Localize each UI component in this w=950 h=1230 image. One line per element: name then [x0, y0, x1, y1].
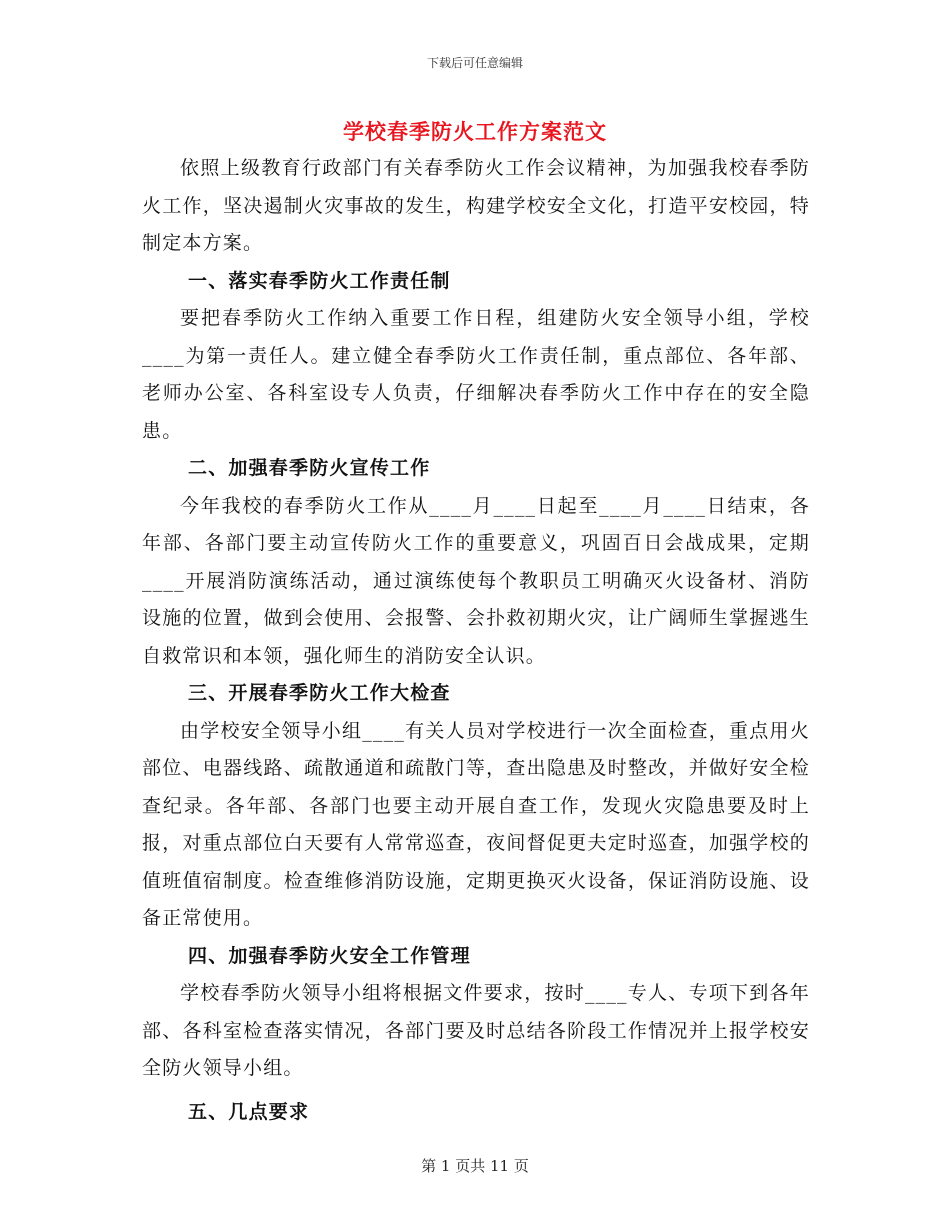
document-body — [142, 150, 810, 1131]
section-paragraph-4: 学校春季防火领导小组将根据文件要求，按时____专人、专项下到各年部、各科室检查落实情况，各部门要及时总结各阶段工作情况并上报学校安全防火领导小组。 — [142, 982, 810, 1079]
section-heading-3: 三、开展春季防火工作大检查 — [188, 682, 451, 704]
section-paragraph-1: 要把春季防火工作纳入重要工作日程，组建防火安全领导小组，学校____为第一责任人。建立健全春季防火工作责任制，重点部位、各年部、老师办公室、各科室设专人负责，仔细解决春季防火工作中存在的安全隐患。 — [142, 307, 810, 442]
page-number-footer: 第 1 页共 11 页 — [421, 1157, 529, 1175]
section-heading-5: 五、几点要求 — [188, 1100, 310, 1123]
section-heading-1: 一、落实春季防火工作责任制 — [188, 269, 451, 292]
section-paragraph-2: 今年我校的春季防火工作从____月____日起至____月____日结束，各年部、各部门要主动宣传防火工作的重要意义，巩固百日会战成果，定期____开展消防演练活动，通过演练使每个教职员工明确灭火设备材、消防设施的位置，做到会使用、会报警、会扑救初期火灾，让广阔师生掌握逃生自救常识和本领，强化师生的消防安全认识。 — [142, 494, 810, 667]
section-paragraph-3: 由学校安全领导小组____有关人员对学校进行一次全面检查，重点用火部位、电器线路、疏散通道和疏散门等，查出隐患及时整改，并做好安全检查纪录。各年部、各部门也要主动开展自查工作，发现火灾隐患要及时上报，对重点部位白天要有人常常巡查，夜间督促更夫定时巡查，加强学校的值班值宿制度。检查维修消防设施，定期更换灭火设备，保证消防设施、设备正常使用。 — [142, 719, 810, 929]
section-heading-4: 四、加强春季防火安全工作管理 — [188, 944, 471, 967]
section-heading-2: 二、加强春季防火宣传工作 — [188, 457, 431, 479]
intro-paragraph: 依照上级教育行政部门有关春季防火工作会议精神，为加强我校春季防火工作，坚决遏制火灾事故的发生，构建学校安全文化，打造平安校园，特制定本方案。 — [142, 157, 810, 254]
document-title: 学校春季防火工作方案范文 — [343, 119, 607, 144]
header-note: 下载后可任意编辑 — [426, 56, 523, 70]
